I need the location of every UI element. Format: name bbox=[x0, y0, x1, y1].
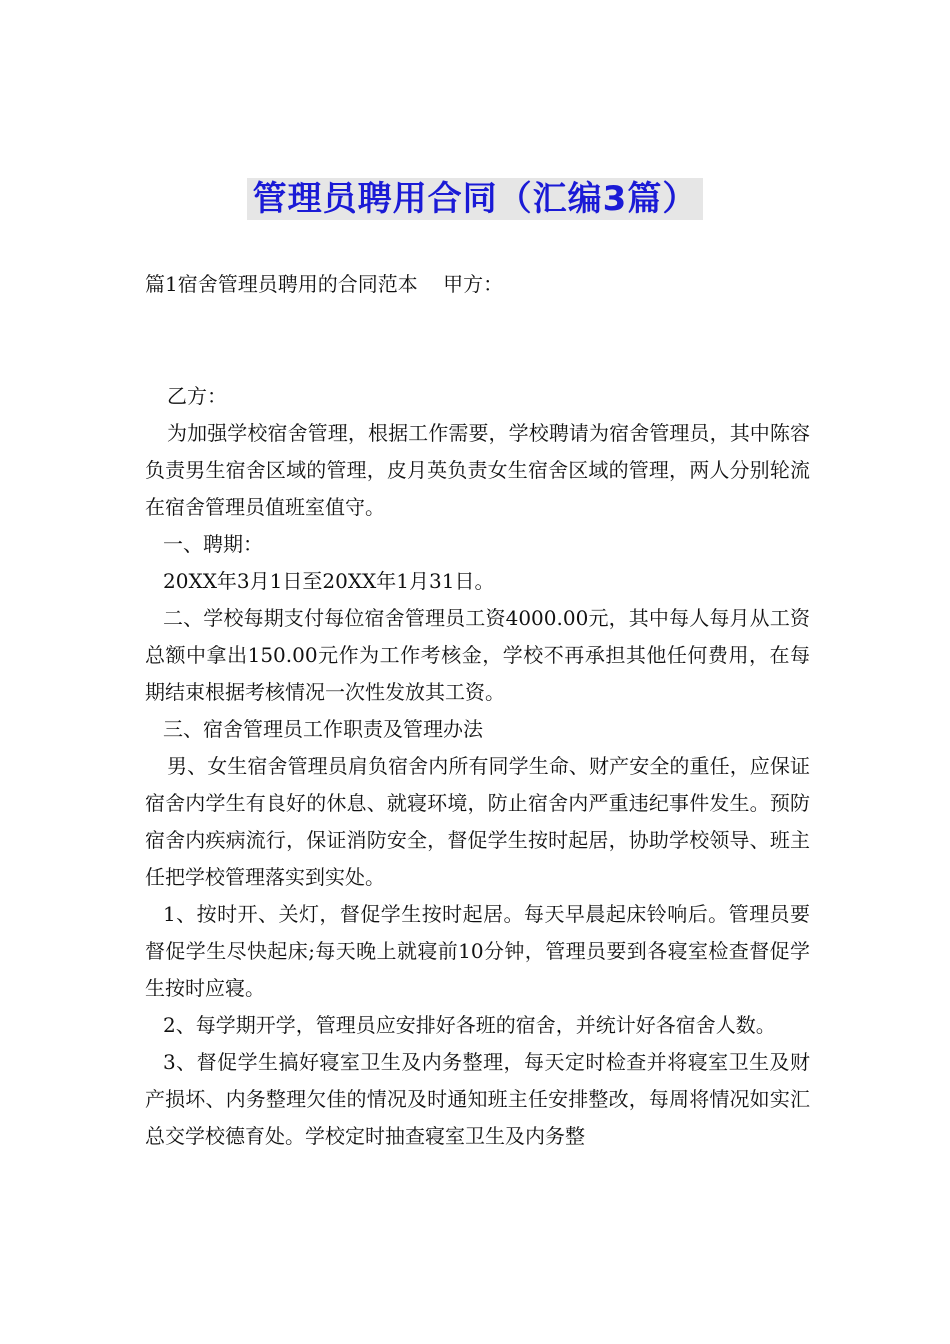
paragraph-party-b: 乙方： bbox=[167, 384, 227, 408]
title-container bbox=[0, 178, 950, 220]
document-title: 管理员聘用合同（汇编3篇） bbox=[247, 178, 704, 220]
paragraph-duty-1: 1、按时开、关灯，督促学生按时起居。每天早晨起床铃响后。管理员要督促学生尽快起床;每天晚上就寝前10分钟，管理员要到各寝室检查督促学生按时应寝。 bbox=[145, 902, 810, 1000]
paragraph-duties-overview: 男、女生宿舍管理员肩负宿舍内所有同学生命、财产安全的重任，应保证宿舍内学生有良好的休息、就寝环境，防止宿舍内严重违纪事件发生。预防宿舍内疾病流行，保证消防安全，督促学生按时起居，协助学校领导、班主任把学校管理落实到实处。 bbox=[145, 754, 810, 889]
document-body bbox=[145, 378, 810, 1155]
paragraph-duty-2: 2、每学期开学，管理员应安排好各班的宿舍，并统计好各宿舍人数。 bbox=[163, 1013, 776, 1037]
paragraph-term-dates: 20XX年3月1日至20XX年1月31日。 bbox=[163, 569, 495, 593]
paragraph-term-heading: 一、聘期： bbox=[163, 532, 263, 556]
section-heading: 篇1宿舍管理员聘用的合同范本 甲方： bbox=[145, 272, 504, 296]
paragraph-salary: 二、学校每期支付每位宿舍管理员工资4000.00元，其中每人每月从工资总额中拿出150.00元作为工作考核金，学校不再承担其他任何费用，在每期结束根据考核情况一次性发放其工资。 bbox=[145, 606, 810, 704]
paragraph-duty-3: 3、督促学生搞好寝室卫生及内务整理，每天定时检查并将寝室卫生及财产损坏、内务整理欠佳的情况及时通知班主任安排整改，每周将情况如实汇总交学校德育处。学校定时抽查寝室卫生及内务整 bbox=[145, 1050, 810, 1148]
paragraph-duties-heading: 三、宿舍管理员工作职责及管理办法 bbox=[163, 717, 483, 741]
paragraph-intro: 为加强学校宿舍管理，根据工作需要，学校聘请为宿舍管理员，其中陈容负责男生宿舍区域的管理，皮月英负责女生宿舍区域的管理，两人分别轮流在宿舍管理员值班室值守。 bbox=[145, 421, 810, 519]
